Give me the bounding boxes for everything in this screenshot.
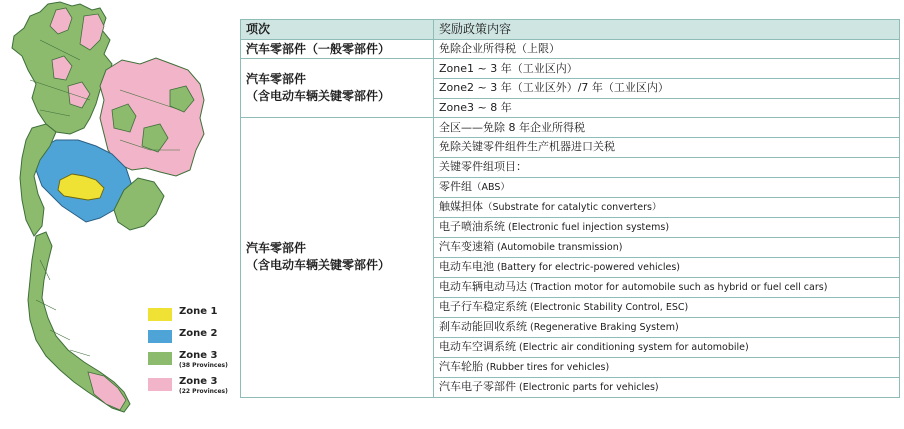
key-part-en: (Electronic parts for vehicles)	[516, 381, 659, 393]
legend-item-zone3-pink	[148, 374, 248, 400]
legend-sublabel: (22 Provinces)	[179, 388, 228, 395]
legend-swatch-zone3-green	[148, 352, 172, 365]
key-part-en: （Substrate for catalytic converters）	[483, 201, 662, 213]
key-part-cn: 电子喷油系统	[439, 219, 505, 233]
key-part-en: （ABS）	[472, 181, 510, 193]
key-part-cn: 刹车动能回收系统	[439, 319, 527, 333]
header-item-column: 项次	[241, 20, 434, 40]
legend-swatch-zone3-pink	[148, 378, 172, 391]
key-part-en: (Electronic Stability Control, ESC)	[527, 301, 689, 313]
key-part-en: (Battery for electric-powered vehicles)	[494, 261, 681, 273]
zone-policy-cell: Zone2 ~ 3 年（工业区外）/7 年（工业区内）	[434, 79, 900, 99]
table-row	[241, 39, 900, 59]
table-row	[241, 59, 900, 79]
zone-policy-cell: Zone1 ~ 3 年（工业区内）	[434, 59, 900, 79]
key-part-en: (Traction motor for automobile such as hybrid or fuel cell cars)	[527, 281, 828, 293]
key-part-cn: 汽车变速箱	[439, 239, 494, 253]
legend-item-zone2	[148, 326, 248, 348]
table-header-row	[241, 20, 900, 40]
incentive-policy-table	[240, 19, 900, 398]
category-line2: （含电动车辆关键零部件）	[246, 258, 391, 273]
table-row	[241, 118, 900, 138]
legend-label: Zone 3	[179, 350, 218, 361]
key-part-cell	[434, 357, 900, 377]
row-policy-cit-exemption: 免除企业所得税（上限）	[434, 39, 900, 59]
key-part-cell	[434, 237, 900, 257]
key-part-cell	[434, 257, 900, 277]
row-category-key-parts-list	[241, 118, 434, 397]
category-line1: 汽车零部件	[246, 72, 307, 87]
key-part-cn: 电动车辆电动马达	[439, 279, 527, 293]
thailand-zone-map	[0, 0, 240, 425]
key-part-cell	[434, 277, 900, 297]
zone-policy-cell: Zone3 ~ 8 年	[434, 98, 900, 118]
key-part-en: (Electric air conditioning system for automobile)	[516, 341, 749, 353]
row-category-key-parts-zones	[241, 59, 434, 118]
key-part-cell	[434, 177, 900, 197]
category-line1: 汽车零部件	[246, 241, 307, 256]
row-category-general-parts: 汽车零部件（一般零部件）	[241, 39, 434, 59]
key-part-cell	[434, 217, 900, 237]
key-part-cn: 电子行车稳定系统	[439, 299, 527, 313]
legend-sublabel: (38 Provinces)	[179, 362, 228, 369]
legend-swatch-zone1	[148, 308, 172, 321]
legend-label: Zone 3	[179, 376, 218, 387]
legend-label: Zone 1	[179, 306, 218, 317]
category-line2: （含电动车辆关键零部件）	[246, 89, 391, 104]
key-part-cell	[434, 297, 900, 317]
key-part-cn: 汽车轮胎	[439, 359, 483, 373]
key-part-cell	[434, 157, 900, 177]
legend-item-zone3-green	[148, 348, 248, 374]
legend-swatch-zone2	[148, 330, 172, 343]
key-part-cell	[434, 377, 900, 397]
key-part-cn: 免除关键零件组件生产机器进口关税	[439, 140, 615, 154]
map-legend	[148, 304, 248, 400]
key-part-cell	[434, 118, 900, 138]
key-part-cell	[434, 138, 900, 158]
key-part-cn: 电动车空调系统	[439, 339, 516, 353]
legend-item-zone1	[148, 304, 248, 326]
header-policy-column: 奖励政策内容	[434, 20, 900, 40]
key-part-en: (Electronic fuel injection systems)	[505, 221, 670, 233]
key-part-cell	[434, 197, 900, 217]
key-part-cell	[434, 317, 900, 337]
key-part-cn: 全区——免除 8 年企业所得税	[439, 120, 585, 134]
key-part-cn: 触媒担体	[439, 199, 483, 213]
key-part-cn: 电动车电池	[439, 259, 494, 273]
key-part-cn: 零件组	[439, 179, 472, 193]
key-part-cell	[434, 337, 900, 357]
key-part-en: (Automobile transmission)	[494, 241, 623, 253]
key-part-cn: 汽车电子零部件	[439, 379, 516, 393]
key-part-en: (Rubber tires for vehicles)	[483, 361, 610, 373]
key-part-cn: 关键零件组项目：	[439, 160, 527, 174]
key-part-en: (Regenerative Braking System)	[527, 321, 679, 333]
legend-label: Zone 2	[179, 328, 218, 339]
